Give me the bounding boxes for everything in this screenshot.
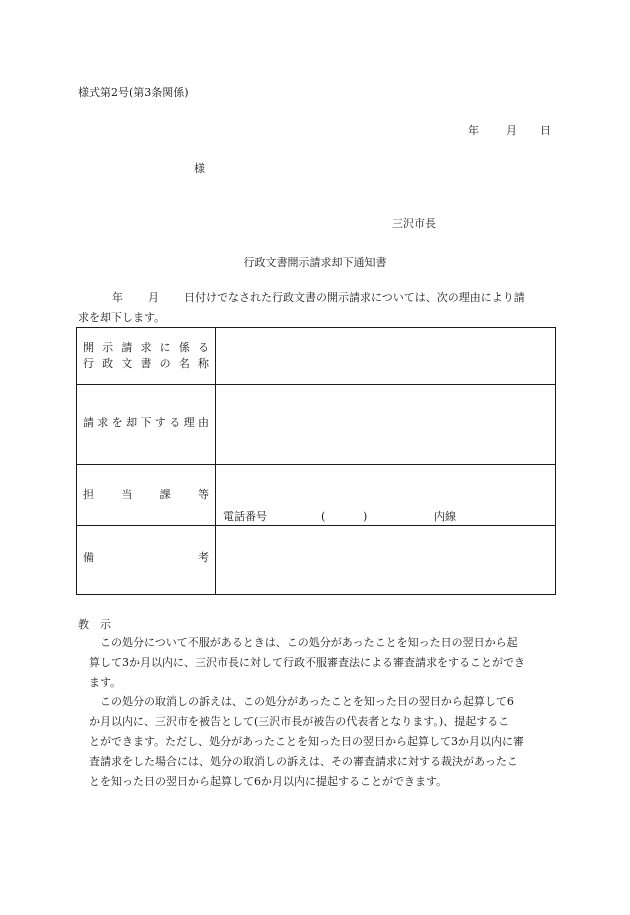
- instruction-heading-2: 示: [100, 618, 111, 631]
- remarks-field[interactable]: [216, 526, 555, 594]
- row-label: 行政文書の名称: [83, 357, 209, 370]
- paragraph-line: か月以内に、三沢市を被告として(三沢市長が被告の代表者となります。)、提起するこ: [89, 715, 510, 728]
- paragraph-line: この処分の取消しの訴えは、この処分があったことを知った日の翌日から起算して6: [100, 695, 514, 708]
- paren-close: ): [363, 510, 368, 523]
- paragraph-line: 査請求をした場合には、処分の取消しの訴えは、その審査請求に対する裁決があったこ: [89, 755, 518, 768]
- table-row: [77, 328, 555, 385]
- paragraph-line: 算して3か月以内に、三沢市長に対して行政不服審査法による審査請求をすることができ: [89, 656, 525, 669]
- label-cell: [77, 526, 216, 594]
- paren-open: (: [321, 510, 326, 523]
- label-cell: [77, 465, 216, 525]
- intro-text: 日付けでなされた行政文書の開示請求については、次の理由により請: [184, 291, 525, 304]
- info-table: [76, 327, 556, 595]
- date-day: 日: [540, 124, 551, 137]
- label-cell: [77, 328, 216, 384]
- table-row: [77, 465, 555, 526]
- intro-line-2: 求を却下します。: [78, 311, 166, 324]
- row-label: 担当課等: [83, 488, 209, 501]
- table-row: [77, 385, 555, 465]
- row-label: 請求を却下する理由: [83, 416, 209, 429]
- date-month: 月: [506, 124, 517, 137]
- rejection-reason-field[interactable]: [216, 385, 555, 464]
- date-year: 年: [468, 124, 479, 137]
- telephone-label: 電話番号: [223, 510, 267, 523]
- label-cell: [77, 385, 216, 464]
- paragraph-line: とができます。ただし、処分があったことを知った日の翌日から起算して3か月以内に審: [89, 735, 525, 748]
- instruction-heading-1: 教: [78, 618, 89, 631]
- document-name-field[interactable]: [216, 328, 555, 384]
- document-title: 行政文書開示請求却下通知書: [243, 256, 387, 269]
- form-number: 様式第2号(第3条関係): [78, 86, 189, 99]
- table-row: [77, 526, 555, 594]
- row-label: 開示請求に係る: [83, 341, 209, 354]
- department-field[interactable]: [216, 465, 555, 525]
- intro-year: 年: [112, 291, 123, 304]
- issuer: 三沢市長: [392, 217, 436, 230]
- recipient-suffix: 様: [194, 162, 205, 175]
- row-label: 備考: [83, 551, 209, 564]
- intro-month: 月: [148, 291, 159, 304]
- paragraph-line: とを知った日の翌日から起算して6か月以内に提起することができます。: [89, 775, 448, 788]
- paragraph-line: ます。: [89, 676, 122, 689]
- paragraph-line: この処分について不服があるときは、この処分があったことを知った日の翌日から起: [100, 636, 518, 649]
- extension-label: 内線: [434, 510, 456, 523]
